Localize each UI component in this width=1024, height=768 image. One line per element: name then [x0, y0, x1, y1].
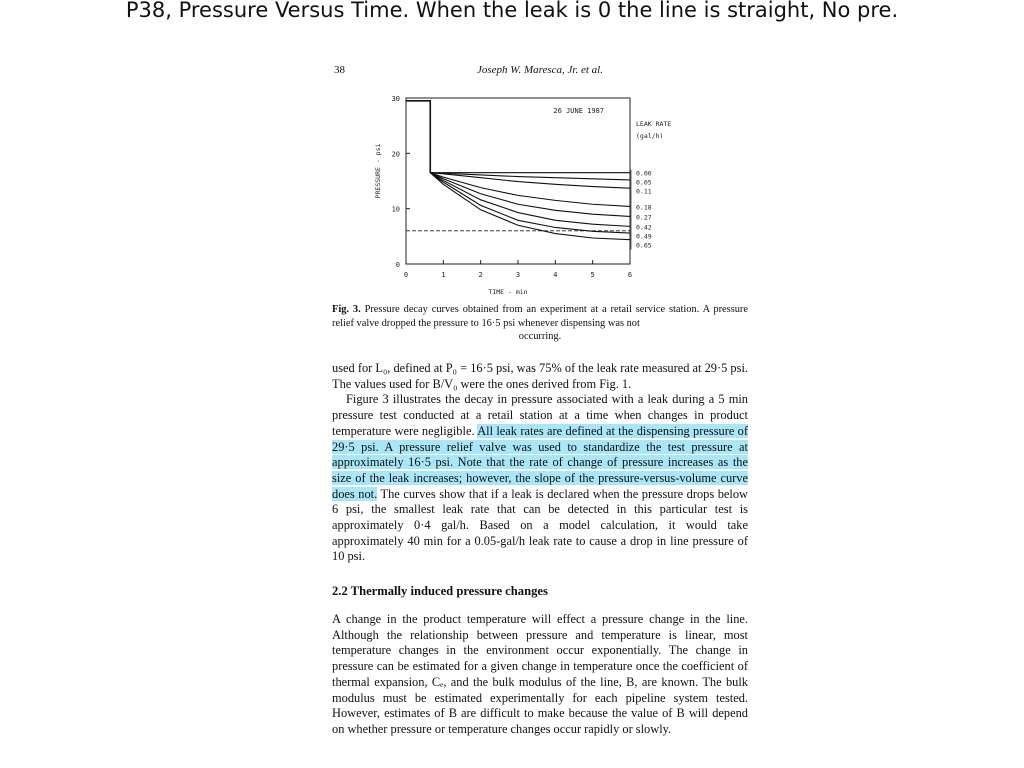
x-tick-label: 6 — [627, 271, 633, 279]
paper-page — [324, 56, 756, 768]
legend-label-0_27: 0.27 — [636, 213, 652, 222]
legend-label-0_00: 0.00 — [636, 169, 652, 178]
y-tick-label: 20 — [391, 150, 400, 159]
caption-last-line: occurring. — [518, 331, 562, 342]
body-paragraph-1 — [332, 361, 748, 565]
page-number: 38 — [334, 64, 345, 76]
body-paragraph-3: A change in the product temperature will effect a pressure change in the line. Although the relationship between pressure and temperature is linear, most temperature changes in the environment occur exponentially. The change in pressure can be estimated for a given change in temperature once the coefficient of thermal expansion, Cₑ, and the bulk modulus of the line, B, are known. The bulk modulus must be estimated experimentally for each pipeline system tested. However, estimates of B are difficult to make because the value of B will depend on whether pressure or temperature changes occur rapidly or slowly. — [332, 612, 748, 736]
legend-label-0_49: 0.49 — [636, 232, 652, 241]
decay-curve-0_42 — [430, 173, 630, 227]
body-paragraph-2 — [332, 392, 748, 565]
legend-label-0_42: 0.42 — [636, 223, 652, 232]
paragraph-1-text: used for L₀, defined at P₀ = 16·5 psi, was 75% of the leak rate measured at 29·5 psi. The values used for B/V₀ were the ones derived from Fig. 1. — [332, 361, 748, 391]
figure-caption — [332, 303, 748, 344]
x-tick-label: 2 — [478, 271, 483, 279]
legend-units: (gal/h) — [636, 132, 664, 140]
caption-label: Fig. 3. — [332, 304, 361, 315]
y-tick-label: 10 — [391, 205, 400, 214]
legend-label-0_11: 0.11 — [636, 187, 652, 196]
legend-label-0_18: 0.18 — [636, 203, 652, 212]
x-tick-label: 4 — [553, 271, 558, 279]
x-axis-label: TIME - min — [488, 288, 528, 296]
paragraph-2-start: Figure 3 illustrates the decay in pressure associated with a leak during a 5 min pressure test conducted at a retail station at a time when changes in product temperature were negligible. — [332, 392, 748, 438]
y-tick-label: 30 — [391, 95, 400, 103]
x-tick-label: 5 — [590, 271, 595, 279]
running-head: Joseph W. Maresca, Jr. et al. — [477, 64, 603, 76]
legend-title: LEAK RATE — [636, 120, 672, 128]
y-tick-label: 0 — [395, 261, 400, 269]
y-axis-label: PRESSURE - psi — [374, 143, 382, 199]
x-tick-label: 0 — [403, 271, 409, 279]
decay-curve-0_05 — [430, 173, 630, 180]
slide-title: P38, Pressure Versus Time. When the leak is 0 the line is straight, No pre. — [125, 0, 899, 22]
pressure-decay-chart — [372, 88, 722, 336]
x-tick-label: 3 — [515, 271, 521, 279]
legend-label-0_65: 0.65 — [636, 241, 652, 250]
x-tick-label: 1 — [441, 271, 446, 279]
caption-text: Pressure decay curves obtained from an experiment at a retail service station. A pressure relief valve dropped the pressure to 16·5 psi whenever dispensing was not — [332, 304, 749, 329]
highlighted-text: All leak rates are defined at the dispensing pressure of 29·5 psi. A pressure relief valve was used to standardize the test pressure at approximately 16·5 psi. Note that the rate of change of pressure increases as the size of the leak increases; however, the slope of the pressure-versus-volume curve does not. — [332, 423, 748, 501]
section-heading: 2.2 Thermally induced pressure changes — [332, 584, 548, 598]
date-annotation: 26 JUNE 1987 — [553, 107, 604, 115]
legend-label-0_05: 0.05 — [636, 178, 652, 187]
initial-pressure-line — [406, 101, 430, 173]
paragraph-2-end: The curves show that if a leak is declared when the pressure drops below 6 psi, the smallest leak rate that can be detected in this particular test is approximately 0·4 gal/h. Based on a model calculation, it would take approximately 40 min for a 0.05-gal/h leak rate to cause a drop in line pressure of 10 psi. — [332, 486, 748, 564]
